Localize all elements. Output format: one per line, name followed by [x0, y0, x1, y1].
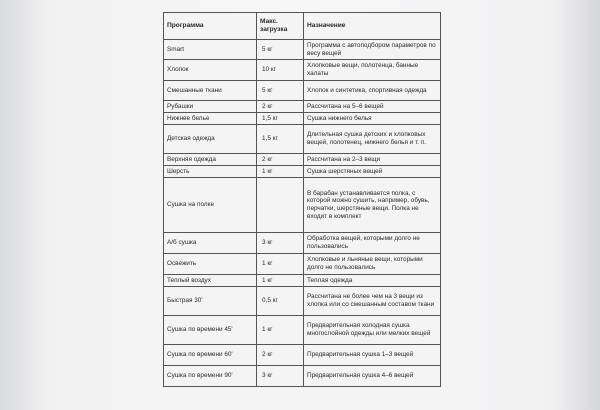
cell-load: 3 кг — [257, 366, 304, 387]
cell-purpose: Рассчитана на 5–6 вещей — [304, 101, 441, 113]
header-max-load: Макс. загрузка — [257, 13, 304, 40]
table-row — [164, 81, 441, 101]
table-row — [164, 316, 441, 345]
cell-program: Верхняя одежда — [164, 154, 257, 166]
cell-load: 2 кг — [257, 101, 304, 113]
cell-load: 1,5 кг — [257, 125, 304, 154]
table-row — [164, 101, 441, 113]
cell-program: Сушка на полке — [164, 178, 257, 233]
table-row — [164, 366, 441, 387]
cell-purpose: Сушка шерстяных вещей — [304, 166, 441, 178]
cell-program: Рубашки — [164, 101, 257, 113]
cell-program: Smart — [164, 40, 257, 60]
cell-program: А/б сушка — [164, 233, 257, 254]
cell-load: 1 кг — [257, 166, 304, 178]
cell-load: 1,5 кг — [257, 113, 304, 125]
header-program: Программа — [164, 13, 257, 40]
cell-program: Детская одежда — [164, 125, 257, 154]
cell-program: Теплый воздух — [164, 275, 257, 287]
cell-load: 0,5 кг — [257, 287, 304, 316]
cell-purpose: Предварительная сушка 1–3 вещей — [304, 345, 441, 366]
cell-purpose: Предварительная холодная сушка многослойной одежды или мелких вещей — [304, 316, 441, 345]
cell-program: Сушка по времени 60' — [164, 345, 257, 366]
cell-program: Быстрая 30' — [164, 287, 257, 316]
cell-purpose: Обработка вещей, которыми долго не пользовались — [304, 233, 441, 254]
cell-program: Смешанные ткани — [164, 81, 257, 101]
table-row — [164, 60, 441, 81]
header-purpose: Назначение — [304, 13, 441, 40]
table-row — [164, 275, 441, 287]
cell-purpose: В барабан устанавливается полка, с которой можно сушить, например, обувь, перчатки, шерстяные вещи. Полка не входит в комплект — [304, 178, 441, 233]
cell-program: Освежить — [164, 254, 257, 275]
cell-purpose: Теплая одежда — [304, 275, 441, 287]
cell-load: 10 кг — [257, 60, 304, 81]
table-row — [164, 113, 441, 125]
cell-load: 5 кг — [257, 81, 304, 101]
table-header-row — [164, 13, 441, 40]
table-row — [164, 287, 441, 316]
table-row — [164, 40, 441, 60]
table-row — [164, 125, 441, 154]
table-row — [164, 254, 441, 275]
cell-purpose: Хлопковые вещи, полотенца, банные халаты — [304, 60, 441, 81]
cell-load: 3 кг — [257, 233, 304, 254]
cell-load: 2 кг — [257, 345, 304, 366]
cell-load: 1 кг — [257, 254, 304, 275]
cell-purpose: Программа с автоподбором параметров по весу вещей — [304, 40, 441, 60]
cell-purpose: Сушка нижнего белья — [304, 113, 441, 125]
cell-load: 1 кг — [257, 316, 304, 345]
cell-purpose: Хлопковые и льняные вещи, которыми долго не пользовались — [304, 254, 441, 275]
cell-load: 1 кг — [257, 275, 304, 287]
table-row — [164, 166, 441, 178]
table-row — [164, 178, 441, 233]
cell-program: Хлопок — [164, 60, 257, 81]
cell-load: 2 кг — [257, 154, 304, 166]
document-page — [163, 12, 440, 410]
cell-purpose: Длительная сушка детских и хлопковых вещей, полотенец, нижнего белья и т. п. — [304, 125, 441, 154]
cell-load — [257, 178, 304, 233]
cell-purpose: Хлопок и синтетика, спортивная одежда — [304, 81, 441, 101]
cell-program: Сушка по времени 90' — [164, 366, 257, 387]
cell-program: Нижнее белье — [164, 113, 257, 125]
table-row — [164, 233, 441, 254]
cell-program: Шерсть — [164, 166, 257, 178]
table-row — [164, 345, 441, 366]
programs-table — [163, 12, 441, 387]
cell-program: Сушка по времени 45' — [164, 316, 257, 345]
table-row — [164, 154, 441, 166]
cell-purpose: Рассчитана на 2–3 вещи — [304, 154, 441, 166]
cell-purpose: Предварительная сушка 4–6 вещей — [304, 366, 441, 387]
cell-load: 5 кг — [257, 40, 304, 60]
cell-purpose: Рассчитана не более чем на 3 вещи из хлопка или со смешанным составом ткани — [304, 287, 441, 316]
